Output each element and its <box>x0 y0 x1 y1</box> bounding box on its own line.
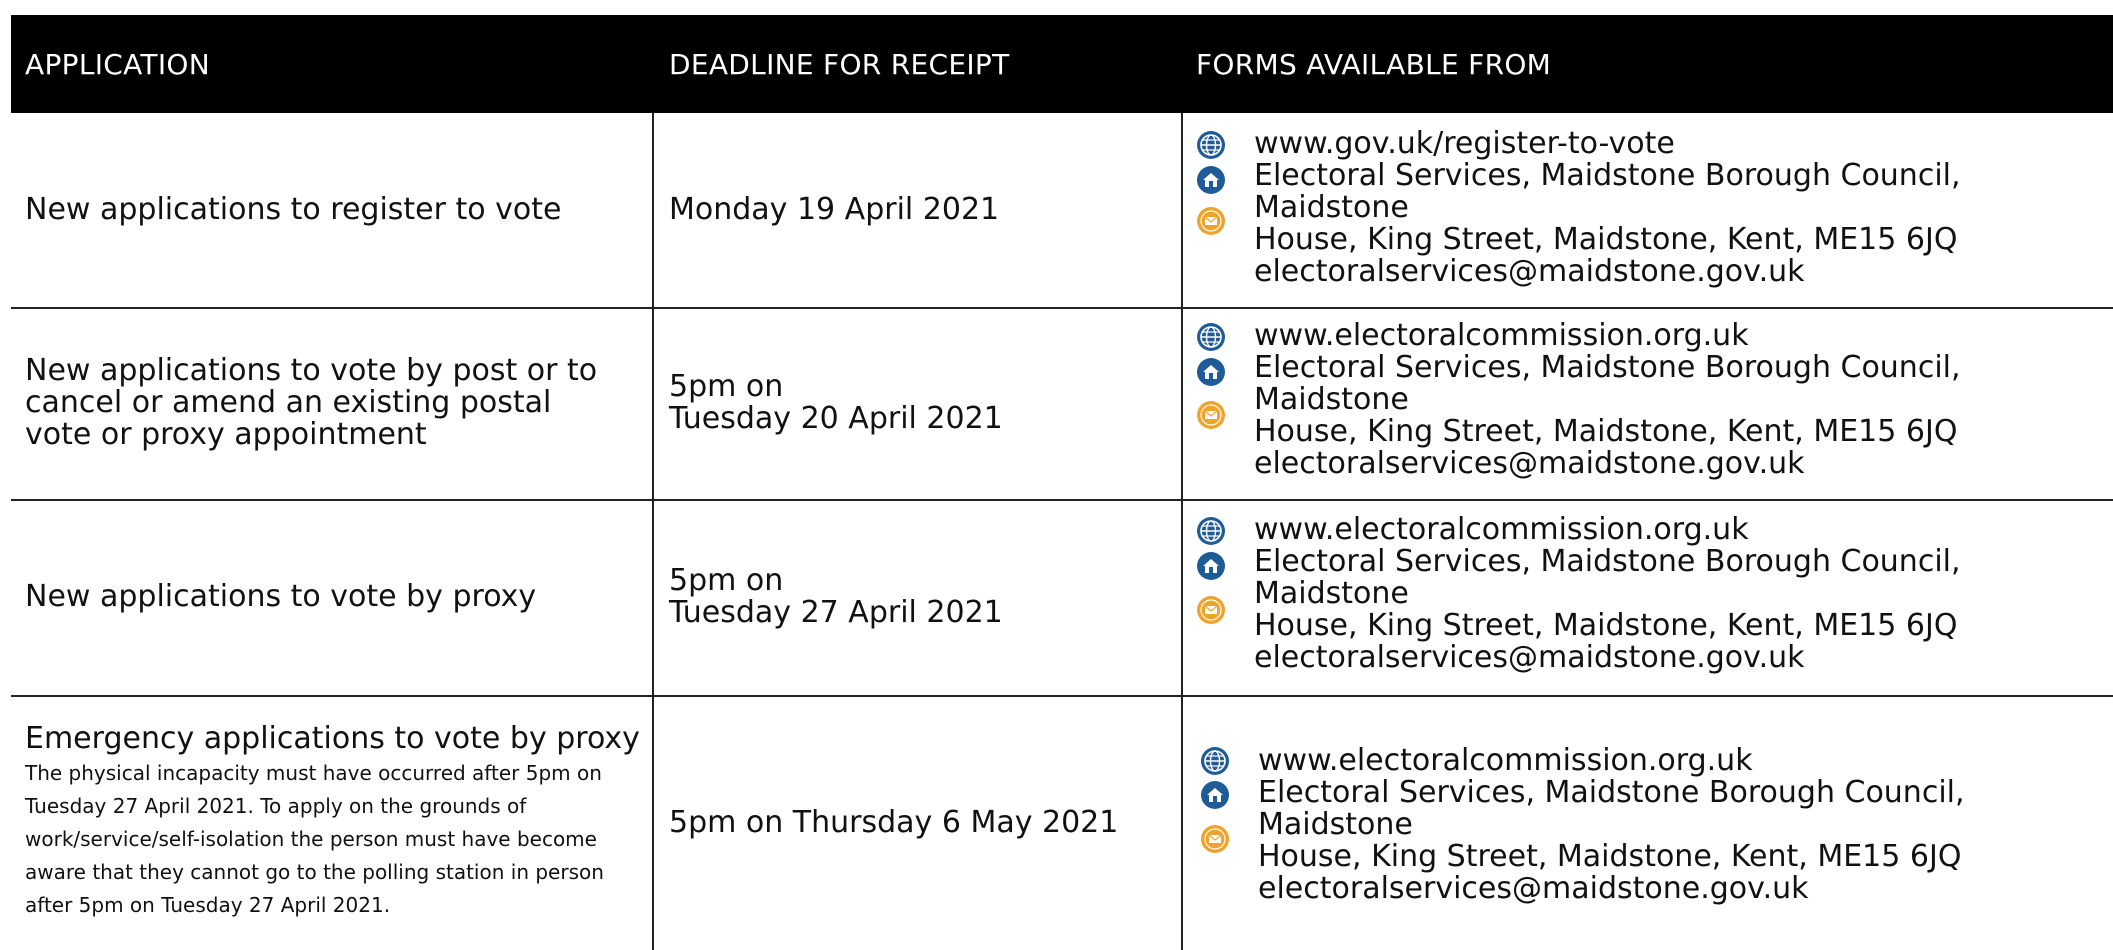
application-text: New applications to vote by proxy <box>25 579 537 614</box>
forms-address-line1: Electoral Services, Maidstone Borough Council, Maidstone <box>1254 544 1961 611</box>
forms-list <box>1200 745 2113 905</box>
application-text: New applications to register to vote <box>25 192 562 227</box>
application-block <box>25 723 640 922</box>
application-cell <box>25 499 645 695</box>
forms-list <box>1196 320 2113 480</box>
envelope-icon <box>1196 206 1226 236</box>
deadline-text <box>669 371 1003 435</box>
table-row <box>11 695 2113 950</box>
forms-address-line2: House, King Street, Maidstone, Kent, ME15 6JQ <box>1254 414 1958 449</box>
forms-web[interactable]: www.electoralcommission.org.uk <box>1254 318 1749 353</box>
table-row <box>11 307 2113 501</box>
envelope-icon <box>1196 595 1226 625</box>
deadline-cell <box>669 113 1179 307</box>
column-divider <box>652 113 654 950</box>
header-deadline: DEADLINE FOR RECEIPT <box>669 47 1010 81</box>
house-icon <box>1200 780 1230 810</box>
forms-list <box>1196 128 2113 288</box>
forms-web[interactable]: www.gov.uk/register-to-vote <box>1254 126 1675 161</box>
forms-web[interactable]: www.electoralcommission.org.uk <box>1254 512 1749 547</box>
forms-email[interactable]: electoralservices@maidstone.gov.uk <box>1254 640 1805 675</box>
application-cell <box>25 695 645 950</box>
deadline-line1: 5pm on <box>669 369 784 404</box>
forms-cell <box>1196 695 2113 950</box>
table-header <box>11 15 2113 113</box>
application-note: The physical incapacity must have occurred after 5pm on Tuesday 27 April 2021. To apply on the grounds of work/service/self-isolation the person must have become aware that they cannot go to the polling station in person after 5pm on Tuesday 27 April 2021. <box>25 761 604 917</box>
forms-cell <box>1196 113 2113 307</box>
globe-icon <box>1200 746 1230 776</box>
house-icon <box>1196 551 1226 581</box>
forms-email[interactable]: electoralservices@maidstone.gov.uk <box>1254 446 1805 481</box>
forms-address-line1: Electoral Services, Maidstone Borough Council, Maidstone <box>1254 158 1961 225</box>
globe-icon <box>1196 322 1226 352</box>
house-icon <box>1196 357 1226 387</box>
globe-icon <box>1196 130 1226 160</box>
forms-address-line2: House, King Street, Maidstone, Kent, ME15 6JQ <box>1258 839 1962 874</box>
forms-email[interactable]: electoralservices@maidstone.gov.uk <box>1258 871 1809 906</box>
forms-cell <box>1196 307 2113 499</box>
forms-email[interactable]: electoralservices@maidstone.gov.uk <box>1254 254 1805 289</box>
header-application: APPLICATION <box>25 47 210 81</box>
envelope-icon <box>1200 824 1230 854</box>
deadlines-table <box>11 15 2113 950</box>
column-divider <box>1181 113 1183 950</box>
forms-address-line1: Electoral Services, Maidstone Borough Council, Maidstone <box>1254 350 1961 417</box>
forms-list <box>1196 514 2113 674</box>
forms-web[interactable]: www.electoralcommission.org.uk <box>1258 743 1753 778</box>
deadline-text: 5pm on Thursday 6 May 2021 <box>669 804 1119 840</box>
application-cell <box>25 113 645 307</box>
deadline-cell <box>669 695 1179 950</box>
deadline-line2: Tuesday 27 April 2021 <box>669 595 1003 630</box>
deadline-line2: Tuesday 20 April 2021 <box>669 401 1003 436</box>
deadline-cell <box>669 499 1179 695</box>
globe-icon <box>1196 516 1226 546</box>
forms-address-line2: House, King Street, Maidstone, Kent, ME15 6JQ <box>1254 608 1958 643</box>
deadline-cell <box>669 307 1179 499</box>
application-cell <box>25 307 645 499</box>
table-row <box>11 113 2113 309</box>
forms-cell <box>1196 499 2113 695</box>
deadline-text <box>669 565 1003 629</box>
header-forms: FORMS AVAILABLE FROM <box>1196 47 1552 81</box>
deadline-line1: 5pm on <box>669 563 784 598</box>
forms-address-line1: Electoral Services, Maidstone Borough Council, Maidstone <box>1258 775 1965 842</box>
application-text: New applications to vote by post or to cancel or amend an existing postal vote or proxy appointment <box>25 353 598 452</box>
table-row <box>11 499 2113 697</box>
application-text: Emergency applications to vote by proxy <box>25 721 640 756</box>
house-icon <box>1196 165 1226 195</box>
forms-address-line2: House, King Street, Maidstone, Kent, ME15 6JQ <box>1254 222 1958 257</box>
envelope-icon <box>1196 400 1226 430</box>
deadline-text: Monday 19 April 2021 <box>669 192 1000 227</box>
